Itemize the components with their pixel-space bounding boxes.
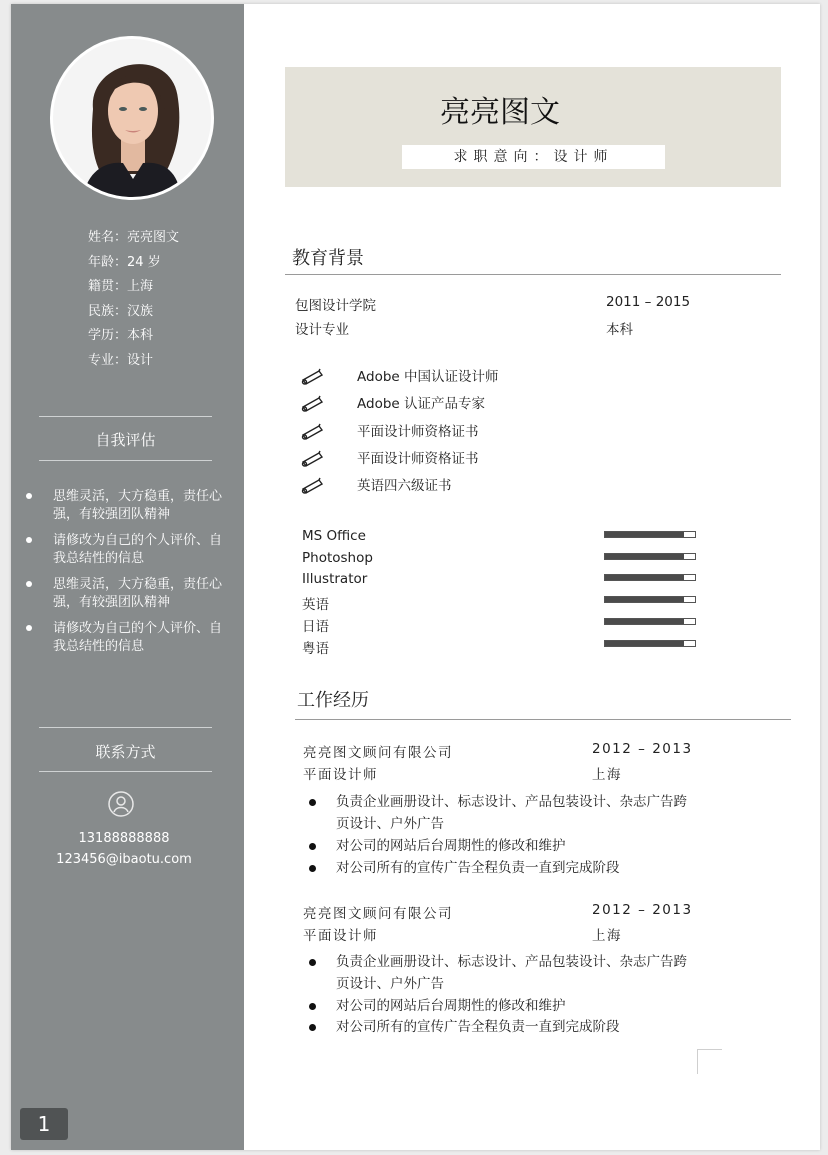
duty-item: [309, 1016, 689, 1038]
skill-name: Illustrator: [302, 571, 368, 588]
certificate-name: 平面设计师资格证书: [357, 450, 479, 467]
info-row: [88, 349, 179, 374]
info-row: [88, 226, 179, 251]
company-name: 亮亮图文顾问有限公司: [303, 745, 453, 761]
info-label: 学历：: [88, 328, 128, 344]
self-eval-title: 自我评估: [95, 431, 156, 449]
skill-level-bar: [604, 618, 696, 625]
duty-item: [309, 995, 689, 1017]
skill-level-bar: [604, 553, 696, 560]
eval-text: 请修改为自己的个人评价、自我总结性的信息: [53, 621, 223, 654]
bullet-icon: [26, 581, 32, 587]
info-value: 24 岁: [127, 254, 161, 270]
skill-level-bar: [604, 640, 696, 647]
divider: [39, 460, 212, 461]
candidate-name: 亮亮图文: [440, 95, 560, 130]
skill-level-fill: [605, 619, 684, 624]
duty-item: [309, 835, 689, 857]
bullet-icon: [309, 959, 316, 966]
skill-name: 粤语: [302, 640, 329, 657]
info-row: [88, 300, 179, 325]
bullet-icon: [26, 537, 32, 543]
skill-level-bar: [604, 596, 696, 603]
school-name: 包图设计学院: [295, 298, 376, 314]
phone-number: 13188888888: [78, 831, 170, 846]
degree: 本科: [606, 322, 633, 338]
eval-text: 思维灵活，大方稳重，责任心强，有较强团队精神: [53, 489, 223, 522]
divider: [39, 771, 212, 772]
certificate-item: [300, 392, 600, 414]
list-item: [26, 488, 226, 524]
certificate-item: [300, 447, 600, 469]
personal-info: [88, 226, 179, 374]
skill-name: 日语: [302, 618, 329, 635]
avatar: [50, 36, 214, 200]
work-title: 工作经历: [297, 690, 369, 711]
info-row: [88, 251, 179, 276]
certificate-name: 平面设计师资格证书: [357, 423, 479, 440]
info-label: 年龄：: [88, 254, 128, 270]
skill-level-bar: [604, 574, 696, 581]
job-years: 2012 – 2013: [592, 741, 693, 757]
duty-text: 对公司的网站后台周期性的修改和维护: [336, 838, 566, 854]
certificate-item: [300, 420, 600, 442]
certificate-item: [300, 474, 600, 496]
avatar-photo: [53, 39, 211, 197]
company-name: 亮亮图文顾问有限公司: [303, 906, 453, 922]
contact-title: 联系方式: [95, 743, 156, 761]
user-circle-icon: [108, 791, 134, 817]
list-item: [26, 532, 226, 568]
bullet-icon: [26, 493, 32, 499]
job-years: 2012 – 2013: [592, 902, 693, 918]
certificate-name: 英语四六级证书: [357, 478, 452, 495]
duty-text: 负责企业画册设计、标志设计、产品包装设计、杂志广告跨页设计、户外广告: [336, 794, 687, 832]
major: 设计专业: [295, 322, 349, 338]
skill-level-fill: [605, 641, 684, 646]
info-value: 汉族: [127, 303, 154, 319]
divider: [39, 727, 212, 728]
duty-item: [309, 791, 689, 835]
divider: [39, 416, 212, 417]
job-role: 平面设计师: [303, 767, 378, 783]
certificate-name: Adobe 中国认证设计师: [357, 369, 499, 385]
diploma-scroll-icon: [300, 367, 324, 385]
skill-level-fill: [605, 554, 684, 559]
info-row: [88, 324, 179, 349]
job-objective: 求职意向：设计师: [402, 145, 665, 169]
certificate-item: [300, 365, 600, 387]
info-label: 专业：: [88, 352, 128, 368]
eval-text: 思维灵活，大方稳重，责任心强，有较强团队精神: [53, 577, 223, 610]
edu-years: 2011 – 2015: [606, 294, 691, 310]
bullet-icon: [26, 625, 32, 631]
skill-name: MS Office: [302, 528, 366, 544]
list-item: [26, 620, 226, 656]
job-city: 上海: [592, 928, 622, 944]
bullet-icon: [309, 1024, 316, 1031]
info-value: 本科: [127, 328, 154, 344]
header-box: [285, 67, 781, 187]
bullet-icon: [309, 799, 316, 806]
info-label: 姓名：: [88, 230, 128, 245]
duty-item: [309, 951, 689, 995]
info-value: 上海: [127, 279, 154, 295]
diploma-scroll-icon: [300, 476, 324, 494]
duty-item: [309, 857, 689, 879]
skill-level-fill: [605, 532, 684, 537]
info-value: 亮亮图文: [127, 230, 180, 245]
info-label: 籍贯：: [88, 279, 128, 295]
info-row: [88, 275, 179, 300]
bullet-icon: [309, 1003, 316, 1010]
page-number-badge: 1: [20, 1108, 68, 1140]
info-value: 设计: [127, 352, 154, 368]
email-address: 123456@ibaotu.com: [56, 852, 192, 867]
list-item: [26, 576, 226, 612]
crop-mark: [697, 1049, 722, 1074]
duty-text: 负责企业画册设计、标志设计、产品包装设计、杂志广告跨页设计、户外广告: [336, 954, 687, 992]
diploma-scroll-icon: [300, 394, 324, 412]
info-label: 民族：: [88, 303, 128, 319]
duty-text: 对公司所有的宣传广告全程负责一直到完成阶段: [336, 1019, 620, 1035]
bullet-icon: [309, 843, 316, 850]
skill-level-bar: [604, 531, 696, 538]
self-eval-list: [26, 488, 226, 664]
certificate-name: Adobe 认证产品专家: [357, 396, 485, 413]
divider: [295, 719, 791, 720]
eval-text: 请修改为自己的个人评价、自我总结性的信息: [53, 533, 223, 566]
divider: [285, 274, 781, 275]
job-role: 平面设计师: [303, 928, 378, 944]
skill-level-fill: [605, 575, 684, 580]
skill-name: 英语: [302, 597, 329, 614]
duty-text: 对公司的网站后台周期性的修改和维护: [336, 998, 566, 1014]
job-city: 上海: [592, 767, 622, 783]
diploma-scroll-icon: [300, 422, 324, 440]
skill-level-fill: [605, 597, 684, 602]
duty-text: 对公司所有的宣传广告全程负责一直到完成阶段: [336, 860, 620, 876]
diploma-scroll-icon: [300, 449, 324, 467]
skill-name: Photoshop: [302, 549, 373, 566]
education-title: 教育背景: [292, 248, 364, 269]
bullet-icon: [309, 865, 316, 872]
